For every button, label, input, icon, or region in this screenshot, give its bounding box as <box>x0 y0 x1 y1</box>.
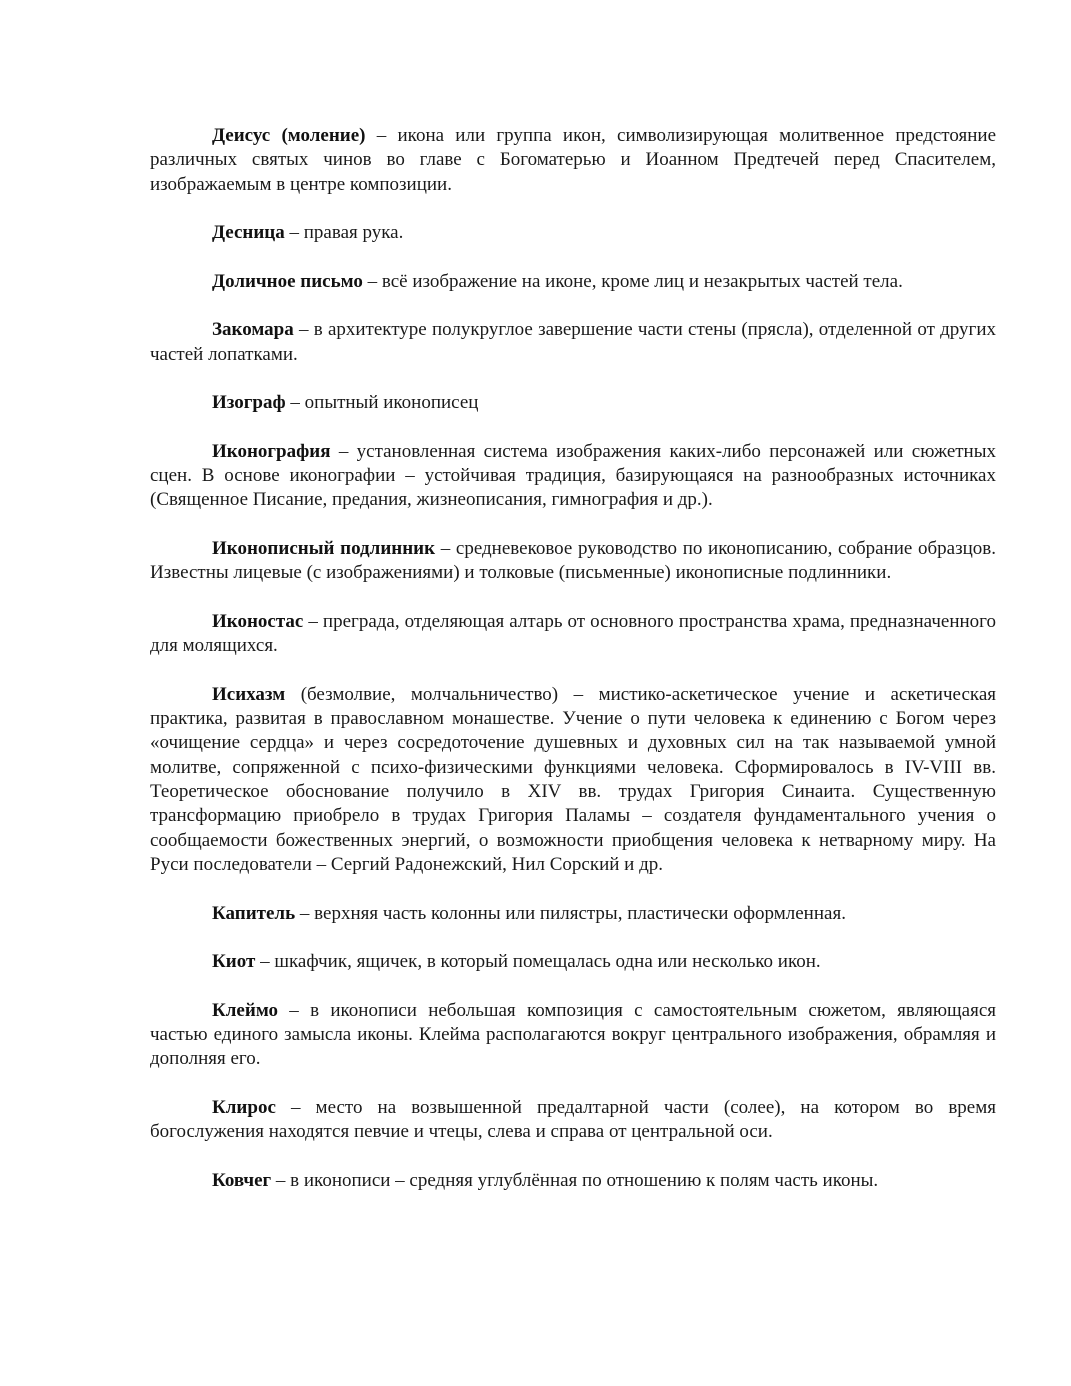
term: Киот <box>212 951 256 973</box>
glossary <box>150 124 996 1217</box>
glossary-entry-desnitsa <box>150 221 996 245</box>
definition: – правая рука. <box>284 222 404 244</box>
glossary-entry-isikhazm <box>150 683 996 877</box>
glossary-entry-kleymo <box>150 999 996 1072</box>
term: Капитель <box>212 902 296 924</box>
definition: – в архитектуре полукруглое завершение части стены (прясла), отделенной от других частей лопатками. <box>150 319 996 365</box>
glossary-entry-ikonopisny-podlinnik <box>150 537 996 586</box>
term: Клирос <box>212 1096 276 1118</box>
term: Исихазм <box>212 683 286 705</box>
glossary-entry-zakomara <box>150 318 996 367</box>
term: Ковчег <box>212 1169 272 1191</box>
glossary-entry-kliros <box>150 1096 996 1145</box>
glossary-entry-kiot <box>150 950 996 974</box>
term: Иконография <box>212 440 331 462</box>
term: Клеймо <box>212 999 279 1021</box>
term: Закомара <box>212 319 294 341</box>
term: Изограф <box>212 392 286 414</box>
glossary-entry-kovcheg <box>150 1169 996 1193</box>
definition: – верхняя часть колонны или пилястры, пластически оформленная. <box>295 902 846 924</box>
definition: – преграда, отделяющая алтарь от основного пространства храма, предназначенного для молящихся. <box>150 610 996 657</box>
definition: – шкафчик, ящичек, в который помещалась одна или несколько икон. <box>255 951 821 973</box>
glossary-entry-ikonostas <box>150 610 996 659</box>
definition: – место на возвышенной предалтарной части (солее), на котором во время богослужения находятся певчие и чтецы, слева и справа от центральной оси. <box>150 1096 996 1143</box>
definition: – икона или группа икон, символизирующая молитвенное предстояние различных святых чинов во главе с Богоматерью и Иоанном Предтечей перед Спасителем, изображаемым в центре композиции. <box>150 125 996 195</box>
definition: – установленная система изображения каких-либо персонажей или сюжетных сцен. В основе иконографии – устойчивая традиция, базирующаяся на разнообразных источниках (Священное Писание, предания, жизнеописания, гимнография и др.). <box>150 440 996 511</box>
glossary-entry-deisus <box>150 124 996 197</box>
term: Деисус (моление) <box>212 125 366 146</box>
glossary-entry-ikonografiya <box>150 440 996 513</box>
definition: (безмолвие, молчальничество) – мистико-аскетическое учение и аскетическая практика, развитая в православном монашестве. Учение о пути человека к единению с Богом через «очищение сердца» и через сосредоточение душевных и духовных сил на так называемой умной молитве, сопряженной с психо-физическими функциями человека. Сформировалось в IV-VIII вв. Теоретическое обоснование получило в XIV вв. трудах Григория Синаита. Существенную трансформацию приобрело в трудах Григория Паламы – создателя фундаментального учения о сообщаемости божественных энергий, о возможности приобщения человека к нетварному миру. На Руси последователи – Сергий Радонежский, Нил Сорский и др. <box>150 683 996 875</box>
definition: – средневековое руководство по иконописанию, собрание образцов. Известны лицевые (с изображениями) и толковые (письменные) иконописные подлинники. <box>150 538 996 584</box>
term: Доличное письмо <box>212 270 363 292</box>
term: Десница <box>212 222 285 244</box>
glossary-entry-kapitel <box>150 902 996 926</box>
definition: – опытный иконописец <box>285 392 479 414</box>
glossary-entry-izograf <box>150 391 996 415</box>
definition: – в иконописи – средняя углублённая по отношению к полям часть иконы. <box>271 1169 879 1191</box>
definition: – в иконописи небольшая композиция с самостоятельным сюжетом, являющаяся частью единого замысла иконы. Клейма располагаются вокруг центрального изображения, обрамляя и дополняя его. <box>150 999 996 1070</box>
term: Иконостас <box>212 610 304 632</box>
glossary-entry-dolichnoe-pismo <box>150 270 996 294</box>
definition: – всё изображение на иконе, кроме лиц и незакрытых частей тела. <box>362 270 903 292</box>
term: Иконописный подлинник <box>212 538 436 560</box>
